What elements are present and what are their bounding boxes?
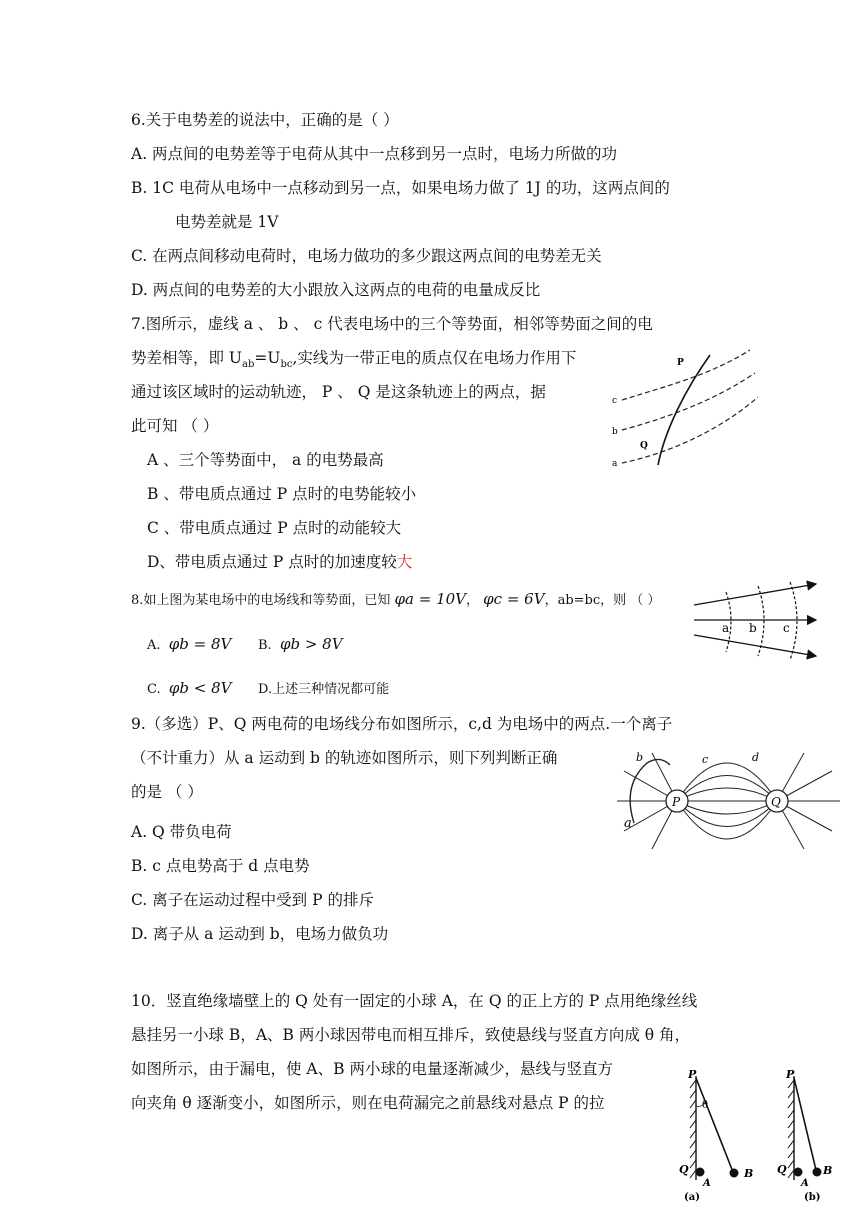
q6-option-d: D. 两点间的电势差的大小跟放入这两点的电荷的电量成反比 [131,281,541,299]
q9-label-q: Q [771,795,781,809]
q7-option-a: A 、三个等势面中， a 的电势最高 [147,451,384,469]
q10-figure-b [768,1068,848,1203]
q9-stem-line2: （不计重力）从 a 运动到 b 的轨迹如图所示，则下列判断正确 [131,749,558,767]
q8-option-d: D.上述三种情况都可能 [258,682,390,697]
q10-figure-a [672,1068,772,1203]
q6-option-a: A. 两点间的电势差等于电荷从其中一点移到另一点时，电场力所做的功 [131,145,618,163]
q10-stem-line3: 如图所示，由于漏电，使 A、B 两小球的电量逐渐减少，悬线与竖直方 [131,1060,613,1078]
q8-option-b: B. φb > 8V [258,635,343,653]
q9-label-d: d [752,751,760,764]
q7-label-c: c [612,396,618,406]
q8-option-a: A. φb = 8V [147,635,232,653]
q6-option-c: C. 在两点间移动电荷时，电场力做功的多少跟这两点间的电势差无关 [131,247,602,265]
q9-option-c: C. 离子在运动过程中受到 P 的排斥 [131,891,374,909]
q8-label-a: a [722,621,730,635]
q10b-label-p: P [786,1068,795,1081]
q9-label-a: a [624,816,632,831]
q9-label-c: c [702,753,709,766]
q10a-label-q: Q [679,1163,689,1176]
q7-option-b: B 、带电质点通过 P 点时的电势能较小 [147,485,417,503]
q9-option-d: D. 离子从 a 运动到 b，电场力做负功 [131,925,389,943]
q7-option-c: C 、带电质点通过 P 点时的动能较大 [147,519,402,537]
q7-stem-line4: 此可知 （ ） [131,417,219,435]
q6-option-b-line1: B. 1C 电荷从电场中一点移动到另一点，如果电场力做了 1J 的功，这两点间的 [131,179,670,197]
q8-label-b: b [749,621,757,635]
q7-label-q: Q [640,441,648,451]
q7-stem-line1: 7.图所示，虚线 a 、 b 、 c 代表电场中的三个等势面，相邻等势面之间的电 [131,315,653,333]
q7-stem-line3: 通过该区域时的运动轨迹， P 、 Q 是这条轨迹上的两点，据 [131,383,546,401]
q10a-caption: (a) [684,1192,700,1203]
q10a-label-p: P [688,1068,697,1081]
q10b-label-b: B [823,1164,833,1177]
q10b-label-q: Q [777,1163,787,1176]
q8-phi-c: φc = 6V [483,590,545,608]
q8-option-c: C. φb < 8V [147,679,232,697]
q6-option-b-line2: 电势差就是 1V [175,213,279,231]
q10-stem-line4: 向夹角 θ 逐渐变小，如图所示，则在电荷漏完之前悬线对悬点 P 的拉 [131,1094,605,1112]
q10b-caption: (b) [804,1192,821,1203]
q10b-label-a: A [801,1178,809,1189]
q9-label-p: P [672,795,681,809]
q9-field-figure [612,745,844,857]
q8-label-c: c [783,621,790,635]
q9-label-b: b [636,751,644,764]
q9-stem-line1: 9.（多选）P、Q 两电荷的电场线分布如图所示，c,d 为电场中的两点.一个离子 [131,715,673,733]
q9-option-b: B. c 点电势高于 d 点电势 [131,857,310,875]
q6-stem: 6.关于电势差的说法中，正确的是（ ） [131,111,399,129]
q10a-label-b: B [744,1167,754,1180]
q8-stem: 8.如上图为某电场中的电场线和等势面，已知 φa = 10V， φc = 6V，ab=bc，则 （ ） [131,590,661,608]
q9-option-a: A. Q 带负电荷 [131,823,232,841]
q7-stem-line2: 势差相等，即 $U_{ab}=U_{bc}$,实线为一带正电的质点仅在电场力作用下 [131,349,577,371]
q10-stem-line2: 悬挂另一小球 B，A、B 两小球因带电而相互排斥，致使悬线与竖直方向成 θ 角， [131,1026,691,1044]
q7-label-b: b [612,427,618,437]
q8-field-figure [690,580,822,662]
q7-option-d: D、带电质点通过 P 点时的加速度较大 [147,553,413,571]
q7-label-a: a [612,459,618,469]
q10-stem-line1: 10．竖直绝缘墙壁上的 Q 处有一固定的小球 A，在 Q 的正上方的 P 点用绝缘丝线 [131,992,698,1010]
q10a-label-theta: θ [702,1100,709,1111]
q10a-label-a: A [703,1178,711,1189]
q8-phi-a: φa = 10V [394,590,467,608]
q7-equipotential-figure [610,345,760,470]
q7-label-p: P [677,358,684,368]
q9-stem-line3: 的是 （ ） [131,783,203,801]
